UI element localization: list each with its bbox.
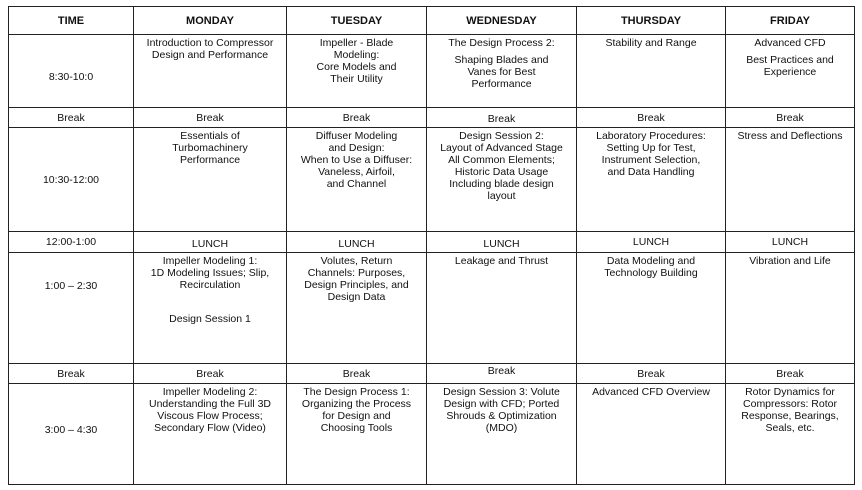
time-text: 3:00 – 4:30 <box>44 424 98 436</box>
break-cell: Break <box>9 364 134 384</box>
break-cell: Break <box>134 364 287 384</box>
session-cell <box>577 253 726 364</box>
session-row-2 <box>9 128 855 232</box>
cell-line: Layout of Advanced Stage <box>440 142 563 154</box>
cell-line: Recirculation <box>179 279 241 291</box>
session-cell <box>287 253 427 364</box>
break-cell: Break <box>134 108 287 128</box>
session-cell <box>134 35 287 108</box>
session-cell <box>577 128 726 232</box>
header-tuesday: TUESDAY <box>287 7 427 35</box>
cell-line: for Design and <box>322 410 391 422</box>
time-cell <box>9 384 134 485</box>
break-cell: Break <box>726 364 855 384</box>
cell-line: Secondary Flow (Video) <box>154 422 266 434</box>
cell-line: Design Session 2: <box>459 130 544 142</box>
session-cell <box>427 384 577 485</box>
lunch-cell: LUNCH <box>287 232 427 253</box>
cell-line: Experience <box>763 66 817 78</box>
cell-line: and Design: <box>328 142 385 154</box>
cell-line: Essentials of <box>180 130 240 142</box>
lunch-cell: LUNCH <box>726 232 855 253</box>
break-cell: Break <box>427 364 577 384</box>
header-wednesday: WEDNESDAY <box>427 7 577 35</box>
cell-line: Core Models and <box>316 61 397 73</box>
cell-line: layout <box>487 190 516 202</box>
header-monday: MONDAY <box>134 7 287 35</box>
session-cell <box>726 35 855 108</box>
time-cell <box>9 253 134 364</box>
lunch-cell: LUNCH <box>134 232 287 253</box>
header-row <box>9 7 855 35</box>
break-cell: Break <box>726 108 855 128</box>
cell-line: Performance <box>471 78 532 90</box>
lunch-cell: LUNCH <box>577 232 726 253</box>
cell-line: The Design Process 2: <box>448 37 555 49</box>
cell-line: Organizing the Process <box>301 398 412 410</box>
cell-line: The Design Process 1: <box>303 386 410 398</box>
cell-line: Turbomachinery <box>172 142 248 154</box>
cell-line: Technology Building <box>604 267 698 279</box>
cell-line: Instrument Selection, <box>601 154 701 166</box>
cell-line: Data Modeling and <box>606 255 696 267</box>
cell-line: Laboratory Procedures: <box>596 130 706 142</box>
cell-line: Modeling: <box>333 49 380 61</box>
cell-line: Design Session 1 <box>169 313 251 325</box>
cell-line: Vaneless, Airfoil, <box>318 166 395 178</box>
break-cell: Break <box>287 108 427 128</box>
time-cell: 10:30-12:00 <box>9 128 134 232</box>
cell-line: Their Utility <box>330 73 383 85</box>
header-friday: FRIDAY <box>726 7 855 35</box>
break-cell: Break <box>577 364 726 384</box>
cell-line: Setting Up for Test, <box>606 142 696 154</box>
session-cell <box>134 253 287 364</box>
session-cell <box>287 128 427 232</box>
cell-line: Introduction to Compressor <box>146 37 274 49</box>
cell-line: Choosing Tools <box>320 422 393 434</box>
header-thursday: THURSDAY <box>577 7 726 35</box>
cell-line: Vanes for Best <box>467 66 536 78</box>
session-cell <box>287 384 427 485</box>
cell-line: Shaping Blades and <box>454 54 549 66</box>
cell-line: All Common Elements; <box>448 154 555 166</box>
session-cell <box>427 253 577 364</box>
session-cell <box>134 128 287 232</box>
cell-line: Design with CFD; Ported <box>443 398 560 410</box>
cell-line: Channels: Purposes, <box>307 267 406 279</box>
cell-line: Design and Performance <box>151 49 269 61</box>
break-row-1 <box>9 108 855 128</box>
time-cell <box>9 35 134 108</box>
session-cell <box>726 384 855 485</box>
cell-line: and Data Handling <box>607 166 695 178</box>
cell-line: Leakage and Thrust <box>454 255 549 267</box>
cell-line: Impeller Modeling 2: <box>162 386 258 398</box>
cell-line: Compressors: Rotor <box>743 398 837 410</box>
session-cell <box>134 384 287 485</box>
header-time: TIME <box>9 7 134 35</box>
time-text: 1:00 – 2:30 <box>44 280 98 292</box>
cell-line: Viscous Flow Process; <box>157 410 263 422</box>
cell-line: and Channel <box>326 178 387 190</box>
lunch-row <box>9 232 855 253</box>
cell-line: Volutes, Return <box>320 255 393 267</box>
cell-line: When to Use a Diffuser: <box>300 154 413 166</box>
session-cell <box>287 35 427 108</box>
time-text: 8:30-10:0 <box>48 71 94 83</box>
cell-line: Stability and Range <box>605 37 697 49</box>
cell-line: Response, Bearings, <box>741 410 839 422</box>
session-cell <box>577 35 726 108</box>
course-schedule-table <box>8 6 855 485</box>
cell-line: Historic Data Usage <box>454 166 549 178</box>
session-cell <box>577 384 726 485</box>
break-cell: Break <box>577 108 726 128</box>
cell-line: Design Principles, and <box>304 279 409 291</box>
cell-line: Seals, etc. <box>765 422 815 434</box>
cell-line: Rotor Dynamics for <box>745 386 835 398</box>
cell-line: Design Session 3: Volute <box>443 386 560 398</box>
session-row-1 <box>9 35 855 108</box>
lunch-cell: LUNCH <box>427 232 577 253</box>
break-cell: Break <box>427 108 577 128</box>
cell-line: Advanced CFD Overview <box>592 386 710 398</box>
session-cell <box>726 253 855 364</box>
cell-line: Stress and Deflections <box>737 130 843 142</box>
break-cell: Break <box>9 108 134 128</box>
cell-line: (MDO) <box>485 422 518 434</box>
break-row-2 <box>9 364 855 384</box>
lunch-cell: 12:00-1:00 <box>9 232 134 253</box>
cell-line: Best Practices and <box>746 54 834 66</box>
cell-line: Diffuser Modeling <box>315 130 398 142</box>
cell-line: Impeller Modeling 1: <box>162 255 258 267</box>
cell-line: Advanced CFD <box>754 37 826 49</box>
cell-line: Vibration and Life <box>749 255 831 267</box>
session-row-4 <box>9 384 855 485</box>
session-cell <box>726 128 855 232</box>
session-cell <box>427 128 577 232</box>
session-cell <box>427 35 577 108</box>
cell-line: Understanding the Full 3D <box>149 398 271 410</box>
cell-line: Shrouds & Optimization <box>446 410 557 422</box>
session-row-3 <box>9 253 855 364</box>
break-cell: Break <box>287 364 427 384</box>
cell-line: Performance <box>179 154 241 166</box>
cell-line: Design Data <box>327 291 386 303</box>
cell-line: 1D Modeling Issues; Slip, <box>150 267 270 279</box>
cell-line: Including blade design <box>449 178 554 190</box>
cell-line: Impeller - Blade <box>319 37 394 49</box>
